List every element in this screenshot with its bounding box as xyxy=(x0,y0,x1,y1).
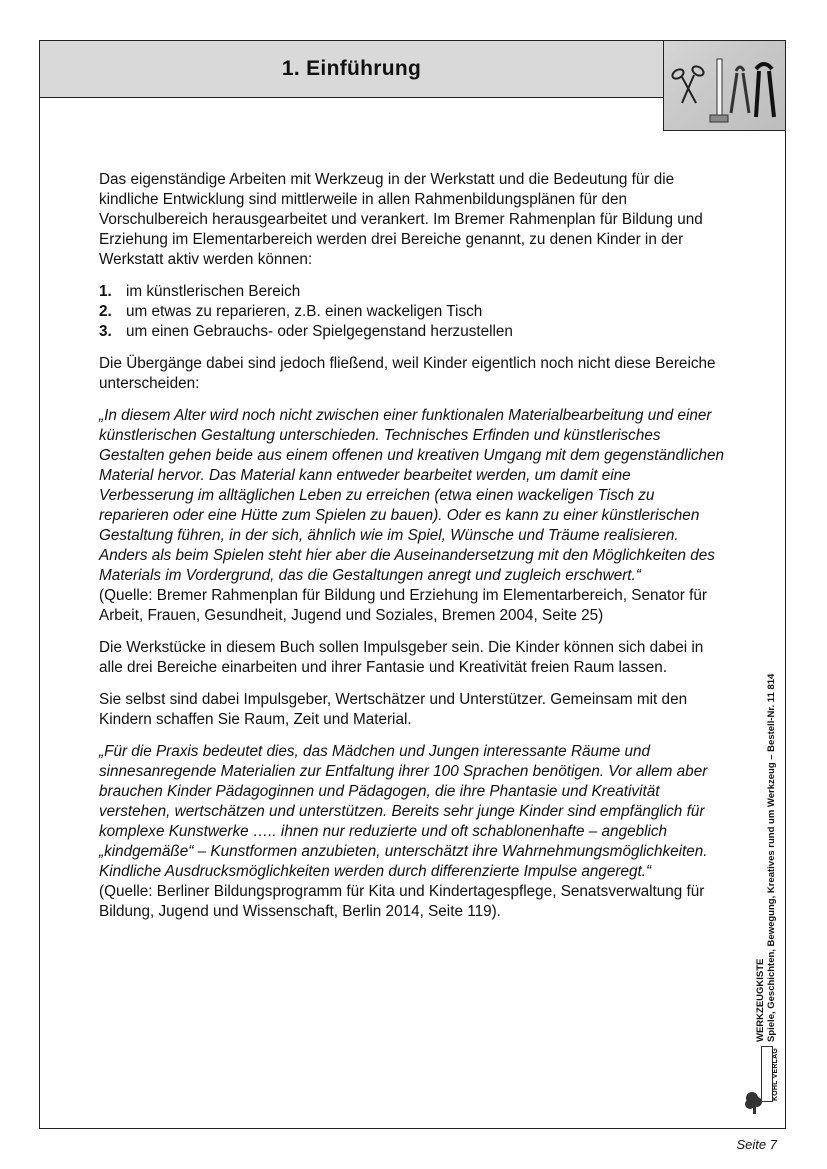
tree-logo-icon xyxy=(744,1090,764,1116)
list-item: 2. um etwas zu reparieren, z.B. einen wackeligen Tisch xyxy=(99,303,483,320)
paragraph-impulse: Die Werkstücke in diesem Buch sollen Impulsgeber sein. Die Kinder können sich dabei in alle drei Bereiche einarbeiten und ihrer Fantasie und Kreativität freien Raum lassen. xyxy=(99,639,704,676)
pliers-icon xyxy=(731,67,749,113)
quote-berlin: „Für die Praxis bedeutet dies, das Mädchen und Jungen interessante Räume und sinnesanregende Materialien zur Entfaltung ihrer 100 Sprachen benötigen. Vor allem aber brauchen Kinder Pädagoginnen und Pädagogen, die ihre Phantasie und Kreativität verstehen, wertschätzen und unterstützen. Bereits sehr junge Kinder sind empfänglich für komplexe Kunstwerke ….. ihnen nur reduzierte und oft schablonenhafte – angeblich „kindgemäße“ – Kunstformen anzubieten, unterschätzt ihre Wahrnehmungsmöglichkeiten. Kindliche Ausdrucksmöglichkeiten werden durch differenzierte Impulse angeregt.“ xyxy=(99,743,708,880)
scissors-icon xyxy=(671,65,705,103)
page-title: 1. Einführung xyxy=(281,57,422,80)
title-bar xyxy=(39,40,664,98)
intro-paragraph: Das eigenständige Arbeiten mit Werkzeug in der Werkstatt und die Bedeutung für die kindliche Entwicklung sind mittlerweile in allen Rahmenbildungsplänen für den Vorschulbereich herausgearbeitet und verankert. Im Bremer Rahmenplan für Bildung und Erziehung im Elementarbereich werden drei Bereiche genannt, zu denen Kinder in der Werkstatt aktiv werden können: xyxy=(99,171,703,268)
main-content xyxy=(99,170,727,934)
source-berlin: (Quelle: Berliner Bildungsprogramm für Kita und Kindertagespflege, Senatsverwaltung für Bildung, Jugend und Wissenschaft, Berlin 2014, Seite 119). xyxy=(99,883,705,920)
paragraph-support: Sie selbst sind dabei Impulsgeber, Wertschätzer und Unterstützer. Gemeinsam mit den Kindern schaffen Sie Raum, Zeit und Material. xyxy=(99,691,688,728)
tools-illustration xyxy=(664,41,786,131)
list-item: 1. im künstlerischen Bereich xyxy=(99,283,301,300)
series-subtitle: Spiele, Geschichten, Bewegung, Kreatives rund um Werkzeug – Bestell-Nr. 11 814 xyxy=(766,673,777,1042)
pincers-icon xyxy=(756,64,774,117)
hammer-icon xyxy=(710,59,728,122)
list-item: 3. um einen Gebrauchs- oder Spielgegenstand herzustellen xyxy=(99,323,513,340)
page-number: Seite 7 xyxy=(736,1137,777,1152)
source-bremen: (Quelle: Bremer Rahmenplan für Bildung und Erziehung im Elementarbereich, Senator für Arbeit, Frauen, Gesundheit, Jugend und Soziales, Bremen 2004, Seite 25) xyxy=(99,587,707,624)
publisher-logo: KOHL VERLAG xyxy=(772,1047,779,1101)
side-publication-info xyxy=(755,674,777,1042)
quote-bremen: „In diesem Alter wird noch nicht zwischen einer funktionalen Materialbearbeitung und einer künstlerischen Gestaltung unterschieden. Technisches Erfinden und künstlerisches Gestalten gehen beide aus einem offenen und kreativen Umgang mit dem gegenständlichen Material hervor. Das Material kann entweder bearbeitet werden, um damit eine Verbesserung im alltäglichen Leben zu erreichen (etwa einen wackeligen Tisch zu reparieren oder eine Hütte zum Spielen zu bauen). Oder es kann zu einer künstlerischen Gestaltung führen, in der sich, ähnlich wie im Spiel, Wünsche und Träume realisieren. Anders als beim Spielen steht hier aber die Auseinandersetzung mit den Möglichkeiten des Materials im Vordergrund, das die Gestaltungen anregt und zugleich erschwert.“ xyxy=(99,407,725,584)
area-list xyxy=(99,282,727,342)
tools-photo xyxy=(663,40,786,131)
series-title: WERKZEUGKISTE xyxy=(755,958,766,1042)
transition-paragraph: Die Übergänge dabei sind jedoch fließend, weil Kinder eigentlich noch nicht diese Bereiche unterscheiden: xyxy=(99,355,716,392)
